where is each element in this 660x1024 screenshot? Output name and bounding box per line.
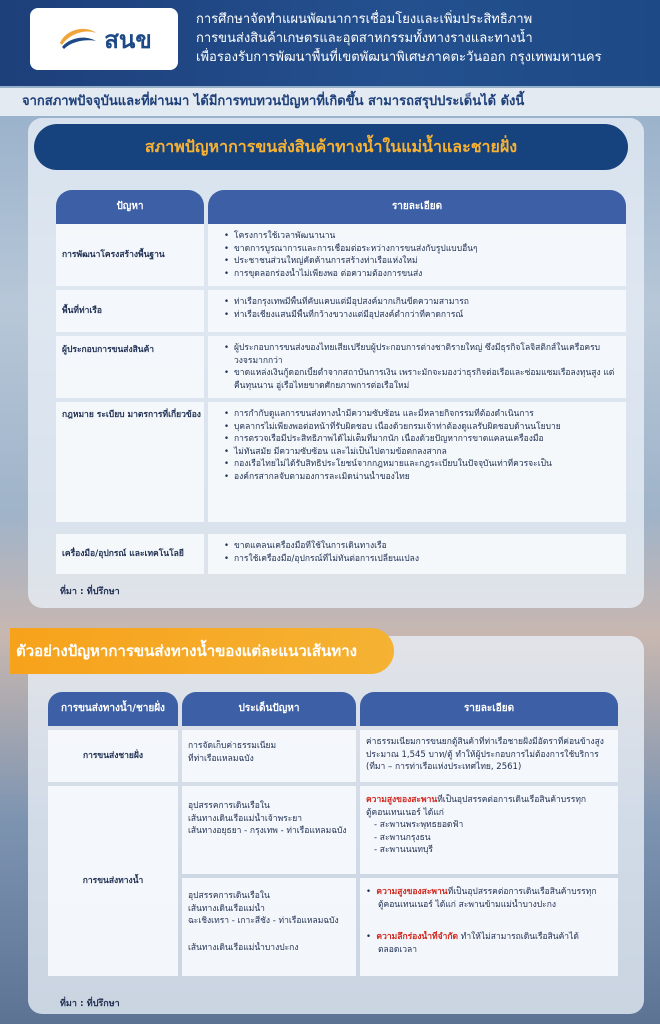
column-header-problem: ปัญหา (56, 190, 204, 224)
bridge-item: - สะพานกรุงธน (374, 832, 431, 843)
bridge-name: สะพานนนทบุรี (379, 845, 433, 855)
detail-chaophraya (360, 786, 618, 874)
list-item: • ผู้ประกอบการขนส่งของไทยเสียเปรียบผู้ประกอบการต่างชาติรายใหญ่ ซึ่งมีธุรกิจโลจิสติกส์ในเครือครบวงจรมากกว่า (224, 342, 618, 367)
detail-line (366, 794, 612, 807)
issue-line: เส้นทางเดินเรือแม่น้ำบางปะกง (188, 942, 299, 953)
list-item: • ขาดการบูรณาการและการเชื่อมต่อระหว่างการขนส่งกับรูปแบบอื่นๆ (224, 243, 618, 256)
bridge-name: สะพานกรุงธน (379, 832, 431, 843)
list-item: • ไม่ทันสมัย มีความซับซ้อน และไม่เป็นไปตามข้อตกลงสากล (224, 446, 618, 459)
problem-operators: ผู้ประกอบการขนส่งสินค้า (56, 336, 204, 398)
detail-line: ตู้คอนเทนเนอร์ ได้แก่ (366, 807, 444, 818)
issue-line: เส้นทางเดินเรือแม่น้ำ (188, 903, 265, 914)
section2-title: ตัวอย่างปัญหาการขนส่งทางน้ำของแต่ละแนวเส้นทาง (10, 628, 394, 674)
highlight-bridge-height: ความสูงของสะพาน (366, 795, 438, 805)
bridge-name: สะพานพระพุทธยอดฟ้า (379, 820, 464, 830)
detail-text: ทำให้ไม่สามารถเดินเรือสินค้าได้ (458, 932, 579, 942)
header-banner (0, 0, 660, 86)
detail-infrastructure (208, 224, 626, 286)
detail-line: ค่าธรรมเนียมการขนยกตู้สินค้าที่ท่าเรือชายฝั่งมีอัตราที่ค่อนข้างสูง (366, 737, 604, 747)
list-item: • การใช้เครื่องมือ/อุปกรณ์ที่ไม่ทันต่อการเปลี่ยนแปลง (224, 553, 618, 566)
list-item: • ขาดแหล่งเงินกู้ดอกเบี้ยต่ำจากสถาบันการเงิน เพราะมักจะมองว่าธุรกิจต่อเรือและซ่อมแซมเรือลงทุนสูง แต่คืนทุนนาน อู่เรือไทยขาดศักยภาพการต่อเรือใหม่ (224, 367, 618, 392)
detail-port-area (208, 290, 626, 332)
logo-text: สนข (104, 25, 152, 54)
detail-line: (ที่มา – การท่าเรือแห่งประเทศไทย, 2561) (366, 762, 522, 772)
detail-tools-technology (208, 534, 626, 574)
problem-tools-technology: เครื่องมือ/อุปกรณ์ และเทคโนโลยี (56, 534, 204, 574)
list-item: • องค์กรสากลจับตามองการละเมิดน่านน้ำของไทย (224, 471, 618, 484)
section1-title: สภาพปัญหาการขนส่งสินค้าทางน้ำในแม่น้ำและชายฝั่ง (34, 124, 628, 170)
list-item: • การตรวจเรือมีประสิทธิภาพได้ไม่เต็มที่มากนัก เนื่องด้วยปัญหาการขาดแคลนเครื่องมือ (224, 433, 618, 446)
issue-line: การจัดเก็บค่าธรรมเนียม (188, 741, 277, 751)
section2-source: ที่มา : ที่ปรึกษา (60, 999, 120, 1009)
detail-text: ที่เป็นอุปสรรคต่อการเดินเรือสินค้าบรรทุก (447, 887, 597, 897)
bridge-item: - สะพานนนทบุรี (374, 845, 433, 855)
problem-port-area: พื้นที่ท่าเรือ (56, 290, 204, 332)
list-item: • การกำกับดูแลการขนส่งทางน้ำมีความซับซ้อน และมีหลายกิจกรรมที่ต้องดำเนินการ (224, 408, 618, 421)
bridge-item: - สะพานพระพุทธยอดฟ้า (374, 820, 464, 830)
title-line-1: การศึกษาจัดทำแผนพัฒนาการเชื่อมโยงและเพิ่มประสิทธิภาพ (196, 12, 533, 27)
highlight-bridge-height: ความสูงของสะพาน (376, 887, 448, 897)
column-header-detail: รายละเอียด (208, 190, 626, 224)
section1-source: ที่มา : ที่ปรึกษา (60, 587, 120, 597)
detail-line: • ความสูงของสะพานที่เป็นอุปสรรคต่อการเดินเรือสินค้าบรรทุก (366, 887, 597, 897)
detail-operators (208, 336, 626, 398)
issue-line: เส้นทางเดินเรือแม่น้ำเจ้าพระยา (188, 813, 303, 824)
summary-subheading: จากสภาพปัจจุบันและที่ผ่านมา ได้มีการทบทวนปัญหาที่เกิดขึ้น สามารถสรุปประเด็นได้ ดังนี้ (0, 88, 660, 116)
detail-bangpakong (360, 878, 618, 976)
list-item: • การขุดลอกร่องน้ำไม่เพียงพอ ต่อความต้องการขนส่ง (224, 268, 618, 281)
issue-bangpakong (182, 878, 356, 976)
document-title (196, 10, 656, 67)
issue-line: ฉะเชิงเทรา - เกาะสีชัง - ท่าเรือแหลมฉบัง (188, 916, 339, 926)
list-item: • โครงการใช้เวลาพัฒนานาน (224, 230, 618, 243)
detail-line: • ความลึกร่องน้ำที่จำกัด ทำให้ไม่สามารถเดินเรือสินค้าได้ (366, 932, 579, 942)
mode-coastal: การขนส่งชายฝั่ง (48, 730, 178, 782)
column-header-issue: ประเด็นปัญหา (182, 692, 356, 726)
detail-coastal (360, 730, 618, 782)
list-item: • กองเรือไทยไม่ได้รับสิทธิประโยชน์จากกฎหมายและกฎระเบียบในปัจจุบันเท่าที่ควรจะเป็น (224, 458, 618, 471)
column-header-mode: การขนส่งทางน้ำ/ชายฝั่ง (48, 692, 178, 726)
detail-text: ที่เป็นอุปสรรคต่อการเดินเรือสินค้าบรรทุก (437, 795, 587, 805)
issue-line: อุปสรรคการเดินเรือใน (188, 891, 270, 901)
title-line-2: การขนส่งสินค้าเกษตรและอุตสาหกรรมทั้งทางรางและทางน้ำ (196, 31, 533, 46)
title-line-3: เพื่อรองรับการพัฒนาพื้นที่เขตพัฒนาพิเศษภาคตะวันออก กรุงเทพมหานคร (196, 50, 602, 65)
logo (30, 8, 178, 70)
problem-infrastructure: การพัฒนาโครงสร้างพื้นฐาน (56, 224, 204, 286)
list-item: • ท่าเรือเชียงแสนมีพื้นที่กว้างขวางแต่มีอุปสงค์ต่ำกว่าที่คาดการณ์ (224, 309, 618, 322)
problem-regulations: กฎหมาย ระเบียบ มาตรการที่เกี่ยวข้อง (56, 402, 204, 522)
detail-line: ประมาณ 1,545 บาท/ตู้ ทำให้ผู้ประกอบการไม่ต้องการใช้บริการ (366, 749, 599, 760)
issue-chaophraya (182, 786, 356, 874)
detail-line: ตลอดเวลา (378, 944, 418, 955)
list-item: • ขาดแคลนเครื่องมือที่ใช้ในการเดินทางเรือ (224, 540, 618, 553)
issue-line: อุปสรรคการเดินเรือใน (188, 801, 270, 811)
logo-swoosh-icon (56, 21, 100, 57)
list-item: • บุคลากรไม่เพียงพอต่อหน้าที่รับผิดชอบ เนื่องด้วยกรมเจ้าท่าต้องดูแลรับผิดชอบด้านนโยบาย (224, 421, 618, 434)
column-header-detail-2: รายละเอียด (360, 692, 618, 726)
mode-inland: การขนส่งทางน้ำ (48, 786, 178, 976)
list-item: • ประชาชนส่วนใหญ่คัดค้านการสร้างท่าเรือแห่งใหม่ (224, 255, 618, 268)
highlight-channel-depth: ความลึกร่องน้ำที่จำกัด (376, 932, 459, 942)
detail-line: ตู้คอนเทนเนอร์ ได้แก่ สะพานข้ามแม่น้ำบางปะกง (378, 899, 557, 910)
list-item: • ท่าเรือกรุงเทพมีพื้นที่คับแคบแต่มีอุปสงค์มากเกินขีดความสามารถ (224, 296, 618, 309)
issue-line: เส้นทางอยุธยา - กรุงเทพ - ท่าเรือแหลมฉบัง (188, 826, 347, 836)
issue-line: ที่ท่าเรือแหลมฉบัง (188, 753, 254, 764)
detail-regulations (208, 402, 626, 522)
issue-coastal (182, 730, 356, 782)
